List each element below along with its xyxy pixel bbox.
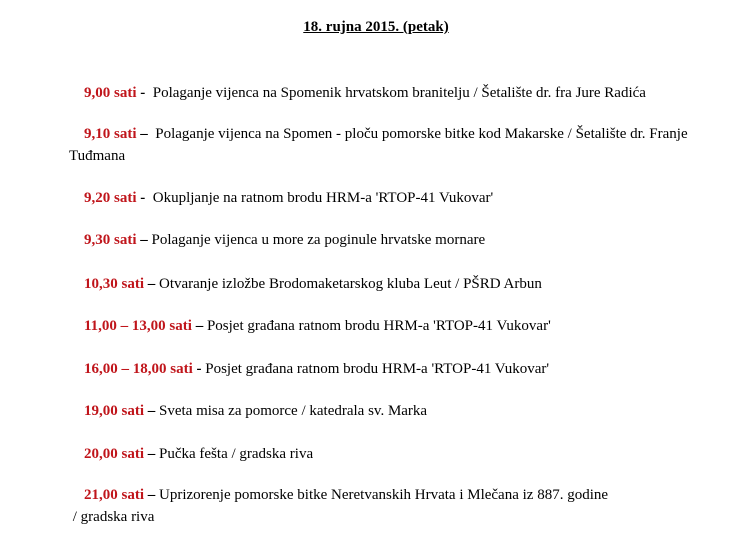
event-time: 9,30 sati — [84, 232, 137, 248]
event-separator: – — [136, 126, 152, 142]
event-description: Polaganje vijenca na Spomen - ploču pomorske bitke kod Makarske / Šetalište dr. Franje Tuđmana — [69, 126, 692, 164]
event-time: 9,00 sati — [84, 85, 137, 101]
event-time: 21,00 sati — [84, 487, 144, 503]
event-description: Posjet građana ratnom brodu HRM-a 'RTOP-41 Vukovar' — [206, 318, 551, 334]
event-separator: – — [144, 403, 159, 419]
event-time: 20,00 sati — [84, 446, 144, 462]
event-separator: - — [192, 361, 206, 377]
event-description: Posjet građana ratnom brodu HRM-a 'RTOP-41 Vukovar' — [205, 361, 550, 377]
event-time: 10,30 sati — [84, 276, 144, 292]
event-item — [69, 462, 689, 550]
event-description: Uprizorenje pomorske bitke Neretvanskih Hrvata i Mlečana iz 887. godine / gradska riva — [72, 487, 609, 525]
event-time: 9,10 sati — [84, 126, 137, 142]
event-description: Polaganje vijenca u more za poginule hrvatske mornare — [151, 232, 486, 248]
event-separator: – — [144, 276, 159, 292]
event-description: Polaganje vijenca na Spomenik hrvatskom branitelju / Šetalište dr. fra Jure Radića — [149, 85, 646, 101]
event-description: Pučka fešta / gradska riva — [159, 446, 314, 462]
page-title: 18. rujna 2015. (petak) — [303, 19, 449, 35]
event-separator: – — [144, 446, 159, 462]
event-time: 19,00 sati — [84, 403, 144, 419]
event-separator: – — [136, 232, 152, 248]
event-time: 9,20 sati — [84, 190, 137, 206]
event-separator: – — [191, 318, 207, 334]
event-description: Otvaranje izložbe Brodomaketarskog kluba Leut / PŠRD Arbun — [159, 276, 542, 292]
event-separator: – — [144, 487, 159, 503]
event-separator: - — [136, 85, 149, 101]
event-separator: - — [136, 190, 149, 206]
event-time: 16,00 – 18,00 sati — [84, 361, 193, 377]
event-time: 11,00 – 13,00 sati — [84, 318, 192, 334]
event-description: Okupljanje na ratnom brodu HRM-a 'RTOP-41 Vukovar' — [149, 190, 494, 206]
event-description: Sveta misa za pomorce / katedrala sv. Marka — [159, 403, 428, 419]
